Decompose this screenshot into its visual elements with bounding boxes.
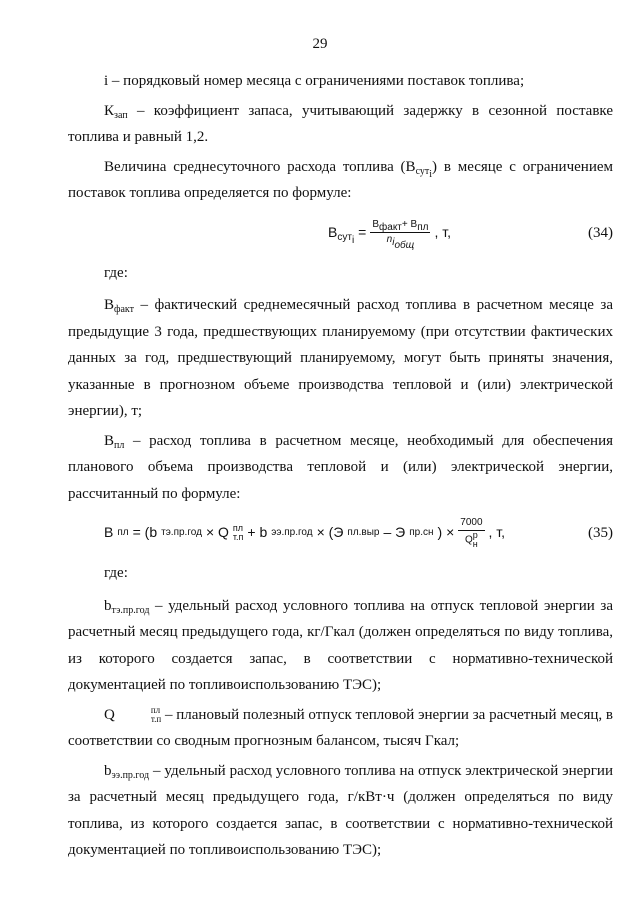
superscript: пл <box>150 705 161 716</box>
q-superscript: пл <box>232 522 244 533</box>
paragraph-text: – плановый полезный отпуск тепловой энергии за расчетный месяц, в соответствии со сводным прогнозным балансом, тысяч Гкал; <box>68 706 613 749</box>
lhs-subscript <box>337 231 355 246</box>
paragraph-text: – расход топлива в расчетном месяце, необходимый для обеспечения планового объема производства тепловой и (или) электрической энергии, рассчитанный по формуле: <box>68 432 613 502</box>
paragraph-text: – коэффициент запаса, учитывающий задержку в сезонной поставке топлива и равный 1,2. <box>68 102 613 145</box>
den-symbol: Q <box>464 534 473 546</box>
paragraph-text: – удельный расход условного топлива на отпуск тепловой энергии за расчетный месяц предыдущего года, кг/Гкал (должен определяться по виду топлива, из которого создается запас, в соответствии с нормативно-технической документацией по топливоиспользованию ТЭС); <box>68 597 613 693</box>
den-subscript <box>392 236 415 251</box>
equals-open: = (b <box>132 524 158 541</box>
symbol: В <box>104 432 115 449</box>
fraction-denominator <box>465 531 478 549</box>
page-content <box>68 68 613 867</box>
den-symbol: n <box>386 233 393 245</box>
subscript: пл <box>114 439 125 451</box>
num-sub2: пл <box>417 221 429 233</box>
paragraph-text: ) в месяце с ограничением поставок топлива определяется по формуле: <box>68 158 613 201</box>
symbol: b <box>104 597 112 614</box>
paragraph-text: – фактический среднемесячный расход топлива в расчетном месяце за предыдущие 3 года, предшествующих планируемому (при отсутствии фактических данных за год, предшествующий планируемому, могут быть приняты значения, указанные в прогнозном объеме производства тепловой и (или) электрической энергии), т; <box>68 297 613 419</box>
where-label-1: где: <box>104 264 128 281</box>
subscript: факт <box>114 304 135 315</box>
equation-number-34: (34) <box>588 224 613 241</box>
formula-tail: , т, <box>434 223 451 240</box>
minus-e2: – Э <box>383 524 406 541</box>
paragraph-q-tp <box>68 702 613 755</box>
equation-number-35: (35) <box>588 525 613 541</box>
num-plus: + В <box>401 218 418 230</box>
symbol: В <box>104 297 115 313</box>
paragraph-b-ee <box>68 758 613 864</box>
lhs-subsub: i <box>351 234 355 246</box>
subsubscript: i <box>429 168 433 180</box>
den-subsub: общ <box>394 239 415 251</box>
formula-lhs <box>328 219 354 246</box>
where-label-2: где: <box>104 565 128 581</box>
paragraph-text: Величина среднесуточного расхода топлива (В <box>104 158 416 175</box>
den-subscript: н <box>472 539 478 549</box>
page-number: 29 <box>312 36 328 52</box>
num-sub1: факт <box>379 221 402 233</box>
subscript <box>415 165 433 180</box>
q-subscript: т.п <box>232 531 244 542</box>
lhs-symbol: В <box>104 524 114 541</box>
close-times: ) × <box>437 524 455 541</box>
subscript: тэ.пр.год <box>111 604 150 616</box>
paragraph-text: – удельный расход условного топлива на отпуск электрической энергии за расчетный месяц предыдущего года, г/кВт·ч (должен определяться по виду топлива, из которого создается запас, в соответствии с нормативно-технической документацией по топливоиспользованию ТЭС); <box>68 762 613 858</box>
subscript: ээ.пр.год <box>111 769 150 781</box>
num-symbol: В <box>372 218 380 230</box>
subscript-text: сут <box>415 165 430 177</box>
times-q: × Q <box>205 524 229 541</box>
formula-35-expression: В пл = (b тэ.пр.год × Q пл т.п + b ээ.пр.год × (Э пл.выр – Э пр.сн ) × 7000 Q р н , т, <box>104 517 506 549</box>
paragraph-bfakt <box>68 292 613 425</box>
paragraph-kzap <box>68 98 613 151</box>
symbol: b <box>104 762 112 779</box>
paragraph-daily-intro <box>68 154 613 207</box>
subscript: зап <box>114 109 128 121</box>
paragraph-b-te <box>68 593 613 699</box>
fraction <box>458 516 484 549</box>
fraction-numerator <box>370 218 430 233</box>
den-indices <box>473 531 478 549</box>
symbol: Q <box>104 706 115 723</box>
subscript: т.п <box>150 714 162 725</box>
equals-sign: = <box>358 223 367 240</box>
q-indices <box>115 706 161 724</box>
fraction <box>370 218 430 251</box>
paragraph-bpl <box>68 428 613 508</box>
lhs-sub-text: сут <box>337 231 352 243</box>
fraction-denominator <box>386 233 415 251</box>
formula-34-expression <box>328 218 451 251</box>
lhs-symbol: В <box>328 223 338 240</box>
fraction-numerator: 7000 <box>458 516 484 531</box>
plus-b: + b <box>247 524 268 541</box>
den-sub: i <box>392 236 395 248</box>
formula-34 <box>68 210 613 256</box>
paragraph-i: i – порядковый номер месяца с ограничениями поставок топлива; <box>104 73 525 89</box>
den-superscript: р <box>472 530 478 540</box>
formula-35 <box>68 510 613 556</box>
q-indices <box>233 524 244 542</box>
formula-tail: , т, <box>488 524 506 541</box>
symbol: К <box>104 102 115 119</box>
times-e1: × (Э <box>316 524 344 541</box>
